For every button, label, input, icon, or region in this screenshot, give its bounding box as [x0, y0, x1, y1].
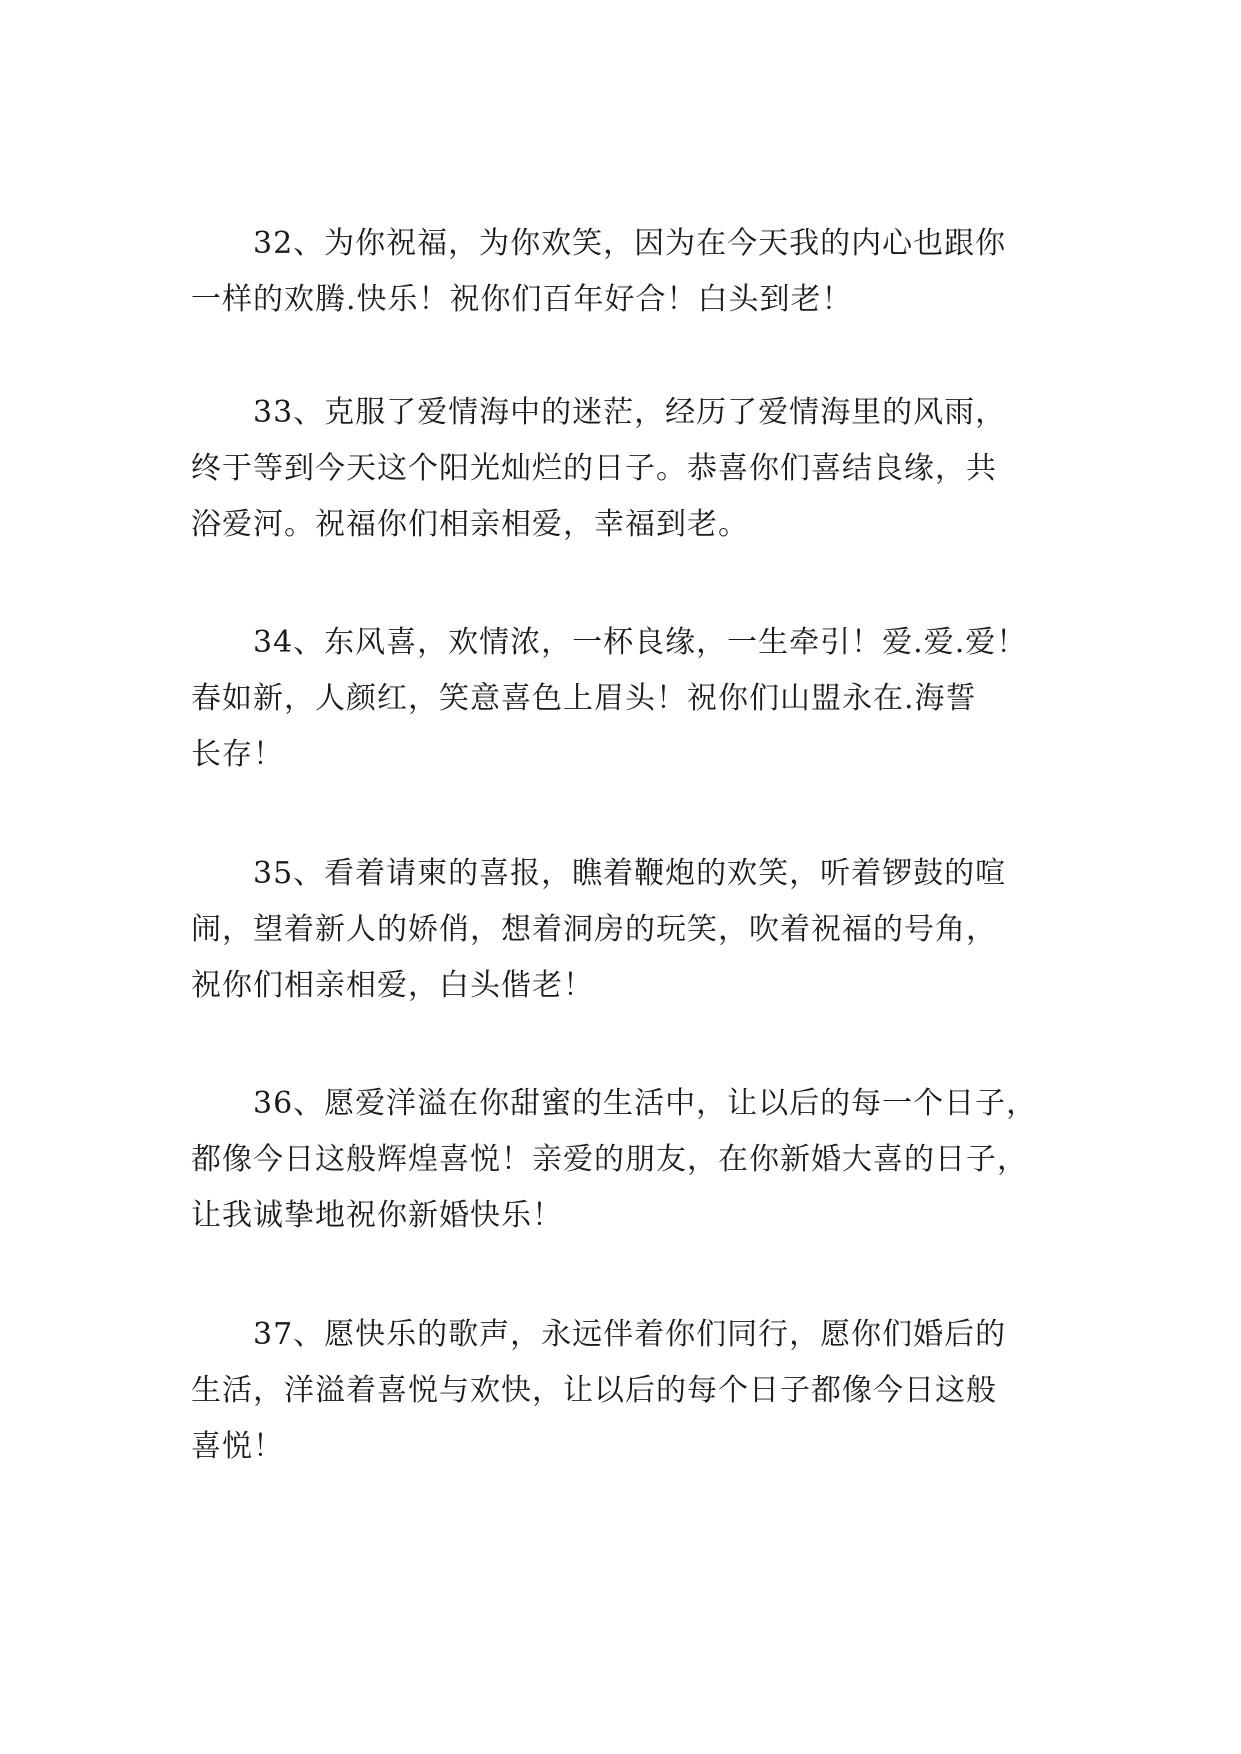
paragraph-line: 春如新，人颜红，笑意喜色上眉头！祝你们山盟永在.海誓: [191, 681, 977, 716]
paragraph-line: 34、东风喜，欢情浓，一杯良缘，一生牵引！爱.爱.爱！: [253, 625, 1028, 660]
paragraph-line: 32、为你祝福，为你欢笑，因为在今天我的内心也跟你: [253, 226, 1007, 261]
paragraph-line: 喜悦！: [191, 1429, 284, 1464]
paragraph-line: 35、看着请柬的喜报，瞧着鞭炮的欢笑，听着锣鼓的喧: [253, 856, 1007, 891]
paragraph-36: [191, 1076, 1069, 1244]
paragraph-line: 浴爱河。祝福你们相亲相爱，幸福到老。: [191, 507, 749, 542]
paragraph-line: 33、克服了爱情海中的迷茫，经历了爱情海里的风雨，: [253, 395, 1007, 430]
paragraph-line: 让我诚挚地祝你新婚快乐！: [191, 1198, 563, 1233]
paragraph-33: [191, 385, 1069, 553]
paragraph-line: 36、愿爱洋溢在你甜蜜的生活中，让以后的每一个日子，: [253, 1086, 1038, 1121]
paragraph-line: 37、愿快乐的歌声，永远伴着你们同行，愿你们婚后的: [253, 1317, 1007, 1352]
paragraph-line: 闹，望着新人的娇俏，想着洞房的玩笑，吹着祝福的号角，: [191, 912, 997, 947]
paragraph-line: 生活，洋溢着喜悦与欢快，让以后的每个日子都像今日这般: [191, 1373, 997, 1408]
paragraph-line: 长存！: [191, 737, 284, 772]
paragraph-34: [191, 615, 1069, 783]
paragraph-37: [191, 1307, 1069, 1475]
paragraph-line: 终于等到今天这个阳光灿烂的日子。恭喜你们喜结良缘，共: [191, 451, 997, 486]
paragraph-35: [191, 846, 1069, 1014]
paragraph-32: [191, 216, 1069, 328]
paragraph-line: 祝你们相亲相爱，白头偕老！: [191, 968, 594, 1003]
paragraph-line: 一样的欢腾.快乐！祝你们百年好合！白头到老！: [191, 282, 853, 317]
paragraph-line: 都像今日这般辉煌喜悦！亲爱的朋友，在你新婚大喜的日子，: [191, 1142, 1028, 1177]
